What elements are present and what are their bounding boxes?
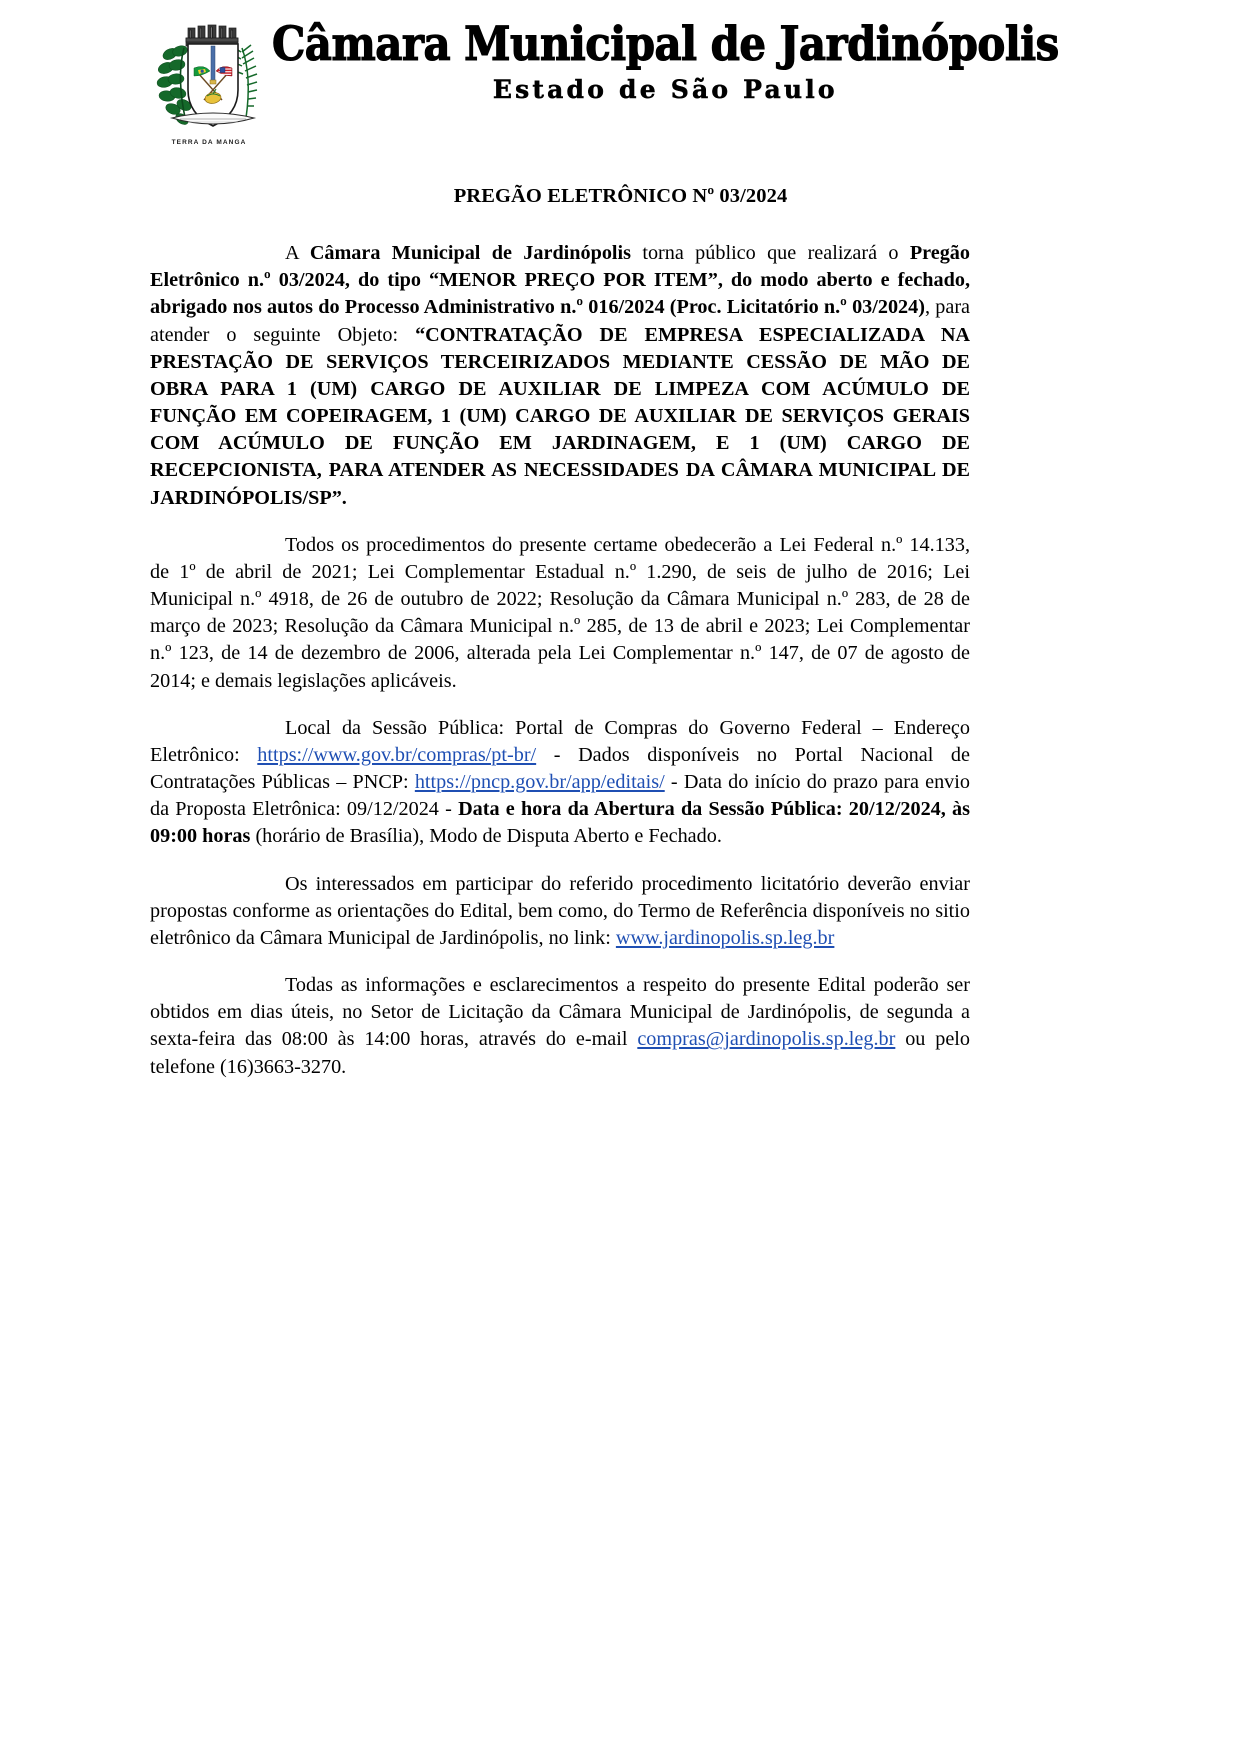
link-portal-compras[interactable]: https://www.gov.br/compras/pt-br/ bbox=[257, 743, 537, 766]
institution-title: Câmara Municipal de Jardinópolis bbox=[271, 17, 1059, 72]
p5-plain-1: Todas as informações e esclarecimentos a respeito do presente Edital poderão ser obtidos em dias úteis, no Setor de Licitação da Câmara Municipal de Jardinópolis, de segunda a sexta-feira das 08:00 às 14:00 horas, através do e-mail bbox=[150, 974, 970, 1051]
p1-plain-3: , para atender o seguinte Objeto: bbox=[150, 296, 970, 346]
p1-plain-2: torna público que realizará o bbox=[631, 242, 910, 264]
document-body bbox=[150, 240, 970, 1081]
paragraph-session bbox=[150, 715, 970, 851]
p3-plain-1: Local da Sessão Pública: Portal de Compras do Governo Federal – Endereço Eletrônico: bbox=[150, 716, 970, 766]
paragraph-contact bbox=[150, 972, 970, 1081]
link-pncp-editais[interactable]: https://pncp.gov.br/app/editais/ bbox=[414, 771, 665, 794]
institution-subtitle: Estado de São Paulo bbox=[492, 74, 838, 104]
link-email-compras[interactable]: compras@jardinopolis.sp.leg.br bbox=[637, 1028, 896, 1051]
page-title: PREGÃO ELETRÔNICO Nº 03/2024 bbox=[453, 185, 788, 207]
paragraph-proposals bbox=[150, 871, 970, 953]
p1-object-caps: “CONTRATAÇÃO DE EMPRESA ESPECIALIZADA NA PRESTAÇÃO DE SERVIÇOS TERCEIRIZADOS MEDIANTE CESSÃO DE MÃO DE OBRA PARA 1 (UM) CARGO DE AUXILIAR DE LIMPEZA COM ACÚMULO DE FUNÇÃO EM COPEIRAGEM, 1 (UM) CARGO DE AUXILIAR DE SERVIÇOS GERAIS COM ACÚMULO DE FUNÇÃO EM JARDINAGEM, E 1 (UM) CARGO DE RECEPCIONISTA, PARA ATENDER AS NECESSIDADES DA CÂMARA MUNICIPAL DE JARDINÓPOLIS/SP”. bbox=[150, 323, 970, 509]
paragraph-object bbox=[150, 240, 970, 512]
p4-plain-1: Os interessados em participar do referido procedimento licitatório deverão enviar propostas conforme as orientações do Edital, bem como, do Termo de Referência disponíveis no sitio eletrônico da Câmara Municipal de Jardinópolis, no link: bbox=[150, 872, 970, 949]
p1-bold-entity: Câmara Municipal de Jardinópolis bbox=[309, 242, 631, 264]
letterhead bbox=[150, 0, 1059, 146]
link-camara-website[interactable]: www.jardinopolis.sp.leg.br bbox=[615, 926, 835, 949]
p1-bold-process: Pregão Eletrônico n.º 03/2024, do tipo “MENOR PREÇO POR ITEM”, do modo aberto e fechado, abrigado nos autos do Processo Administrativo n.º 016/2024 (Proc. Licitatório n.º 03/2024) bbox=[150, 242, 970, 319]
p1-lead: A bbox=[285, 242, 310, 264]
p3-bold-opening: Data e hora da Abertura da Sessão Pública: 20/12/2024, às 09:00 horas bbox=[150, 798, 970, 848]
letterhead-text bbox=[268, 14, 1063, 103]
p3-plain-3: - Data do início do prazo para envio da Proposta Eletrônica: 09/12/2024 - bbox=[150, 771, 970, 821]
p3-plain-4: (horário de Brasília), Modo de Disputa Aberto e Fechado. bbox=[250, 825, 722, 848]
p5-plain-2: ou pelo telefone (16)3663-3270. bbox=[150, 1028, 970, 1078]
paragraph-legislation: Todos os procedimentos do presente certame obedecerão a Lei Federal n.º 14.133, de 1º de abril de 2021; Lei Complementar Estadual n.º 1.290, de seis de julho de 2016; Lei Municipal n.º 4918, de 26 de outubro de 2022; Resolução da Câmara Municipal n.º 283, de 28 de março de 2023; Resolução da Câmara Municipal n.º 285, de 13 de abril e 2023; Lei Complementar n.º 123, de 14 de dezembro de 2006, alterada pela Lei Complementar n.º 147, de 07 de agosto de 2014; e demais legislações aplicáveis. bbox=[150, 533, 970, 692]
crest-motto: TERRA DA MANGA bbox=[171, 139, 247, 146]
p3-plain-2: - Dados disponíveis no Portal Nacional de Contratações Públicas – PNCP: bbox=[150, 743, 970, 794]
coat-of-arms-icon bbox=[150, 18, 268, 146]
